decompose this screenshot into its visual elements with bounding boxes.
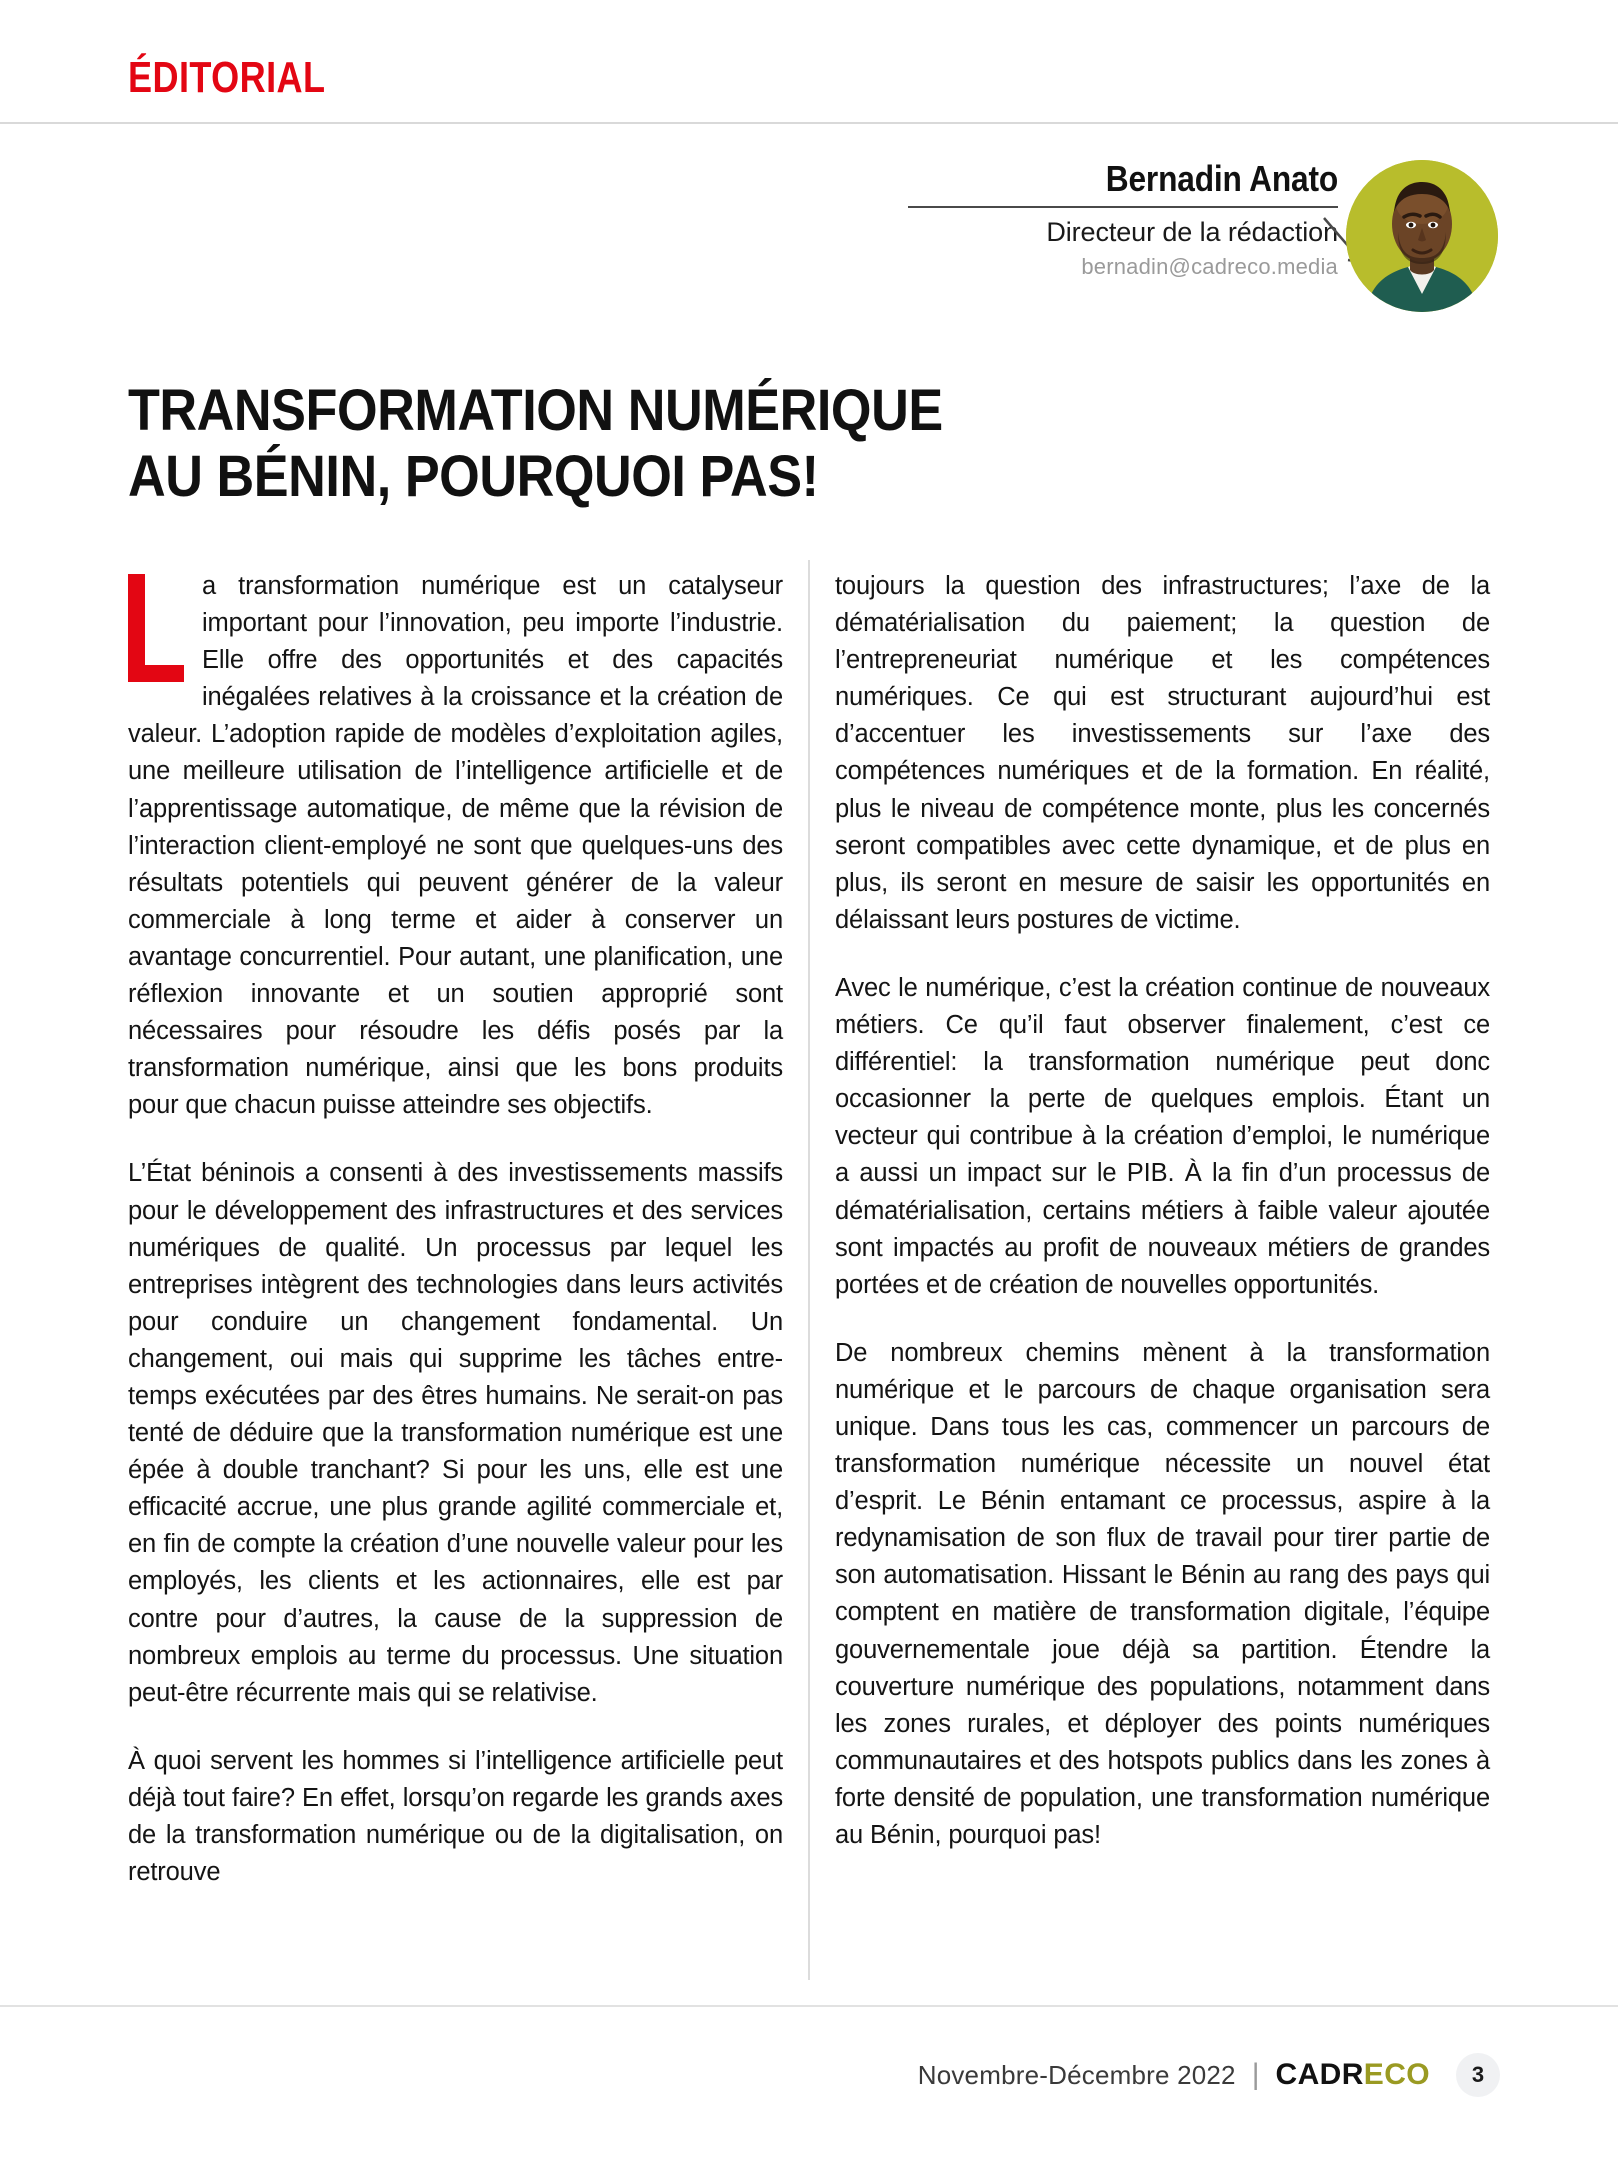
portrait-photo-icon [1346,160,1498,312]
footer-content [918,2053,1500,2097]
author-divider-line [908,206,1338,208]
footer-separator: | [1251,2058,1260,2091]
drop-cap-l [128,574,184,682]
left-column [128,568,783,1891]
paragraph: À quoi servent les hommes si l’intelligence artificielle peut déjà tout faire? En effet, lorsqu’on regarde les grands axes de la transformation numérique ou de la digitalisation, on retrouve [128,1746,783,1887]
page-number-badge: 3 [1456,2053,1500,2097]
author-role: Directeur de la rédaction [1046,217,1338,248]
article-body [128,568,1490,1891]
paragraph: toujours la question des infrastructures; l’axe de la dématérialisation du paiement; la question de l’entrepreneuriat numérique et les compétences numériques. Ce qui est structurant aujourd’hui est d’accentuer les investissements sur l’axe des compétences numériques et de la formation. En réalité, plus le niveau de compétence monte, plus les concernés seront compatibles avec cette dynamique, et de plus en plus, ils seront en mesure de saisir les opportunités en délaissant leurs postures de victime. [835,572,1490,934]
author-name: Bernadin Anato [1105,158,1338,199]
paragraph: Avec le numérique, c’est la création continue de nouveaux métiers. Ce qu’il faut observer finalement, c’est ce différentiel: la transformation numérique peut donc occasionner la perte de quelques emplois. Étant un vecteur qui contribue à la création d’emploi, le numérique a aussi un impact sur le PIB. À la fin d’un processus de dématérialisation, certains métiers à faible valeur ajoutée sont impactés au profit de nouveaux métiers de grandes portées et de création de nouvelles opportunités. [835,973,1490,1299]
author-block [888,158,1498,348]
brand-logo [1276,2058,1430,2092]
section-header [0,0,1618,124]
author-text-group [908,158,1338,280]
section-kicker: ÉDITORIAL [128,53,326,102]
header-divider [0,122,1618,124]
author-email[interactable]: bernadin@cadreco.media [1081,254,1338,280]
paragraph-text: a transformation numérique est un catalyseur important pour l’innovation, peu importe l’industrie. Elle offre des opportunités et des capacités inégalées relatives à la croissance et la création de valeur. L’adoption rapide de modèles d’exploitation agiles, une meilleure utilisation de l’intelligence artificielle et de l’apprentissage automatique, de même que la révision de l’interaction client-employé ne sont que quelques-uns des résultats potentiels qui peuvent générer de la valeur commerciale à long terme et aider à conserver un avantage concurrentiel. Pour autant, une planification, une réflexion innovante et un soutien approprié sont nécessaires pour résoudre les défis posés par la transformation numérique, ainsi que les bons produits pour que chacun puisse atteindre ses objectifs. [128,572,783,1120]
page-footer [0,2005,1618,2165]
footer-divider [0,2005,1618,2007]
avatar [1346,160,1498,312]
page-title [128,378,1228,509]
brand-name-part-2: ECO [1363,2058,1430,2091]
brand-name-part-1: CADR [1275,2058,1364,2091]
paragraph: De nombreux chemins mènent à la transformation numérique et le parcours de chaque organisation sera unique. Dans tous les cas, commencer un parcours de transformation numérique nécessite un nouvel état d’esprit. Le Bénin entamant ce processus, aspire à la redynamisation de son flux de travail pour tirer partie de son automatisation. Hissant le Bénin au rang des pays qui comptent en matière de transformation digitale, l’équipe gouvernementale joue déjà sa partition. Étendre la couverture numérique des populations, notamment dans les zones rurales, et déployer des points numériques communautaires et des hotspots publics dans les zones à forte densité de population, une transformation numérique au Bénin, pourquoi pas! [835,1338,1490,1849]
paragraph [128,568,783,1124]
issue-date: Novembre-Décembre 2022 [917,2059,1236,2090]
right-column [835,568,1490,1891]
headline-line-1: TRANSFORMATION NUMÉRIQUE [128,378,943,443]
headline-line-2: AU BÉNIN, POURQUOI PAS! [128,443,819,509]
paragraph: L’État béninois a consenti à des investissements massifs pour le développement des infrastructures et des services numériques de qualité. Un processus par lequel les entreprises intègrent des technologies dans leurs activités pour conduire un changement fondamental. Un changement, oui mais qui supprime les tâches entre-temps exécutées par des êtres humains. Ne serait-on pas tenté de déduire que la transformation numérique est une épée à double tranchant? Si pour les uns, elle est une efficacité accrue, une plus grande agilité commerciale et, en fin de compte la création d’une nouvelle valeur pour les employés, les clients et les actionnaires, elle est par contre pour d’autres, la cause de la suppression de nombreux emplois au terme du processus. Une situation peut-être récurrente mais qui se relativise. [128,1159,783,1707]
